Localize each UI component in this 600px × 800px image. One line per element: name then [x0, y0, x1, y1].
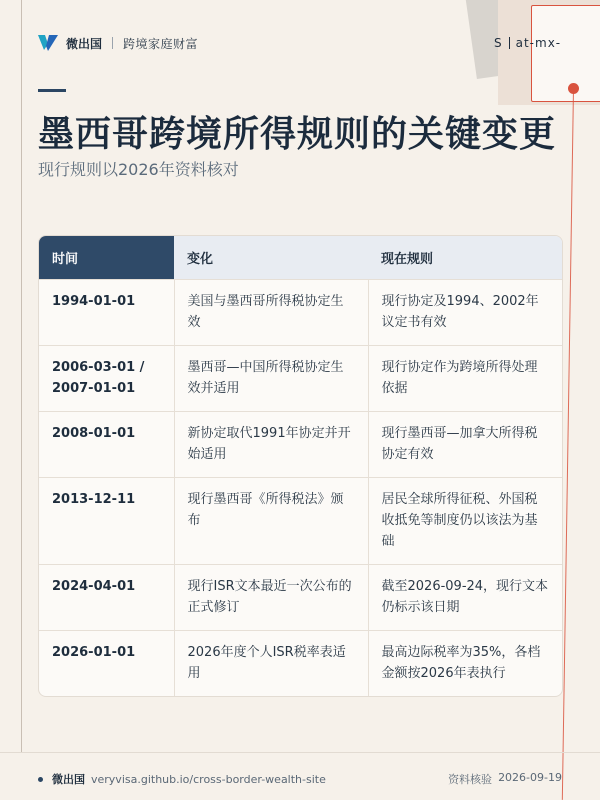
decorative-card — [531, 5, 600, 102]
row-rule: 现行墨西哥—加拿大所得税协定有效 — [368, 412, 562, 478]
row-date: 2026-01-01 — [39, 631, 174, 697]
footer-bullet-icon — [38, 777, 43, 782]
column-header-date: 时间 — [39, 236, 174, 280]
table-row — [39, 346, 562, 412]
row-change: 新协定取代1991年协定并开始适用 — [174, 412, 368, 478]
column-header-rule: 现在规则 — [368, 236, 562, 280]
footer-brand: 微出国 — [52, 773, 85, 786]
footer-divider — [0, 752, 600, 753]
row-change: 美国与墨西哥所得税协定生效 — [174, 280, 368, 346]
title-accent-bar — [38, 89, 66, 92]
footer-checked-date: 2026-09-19 — [498, 771, 562, 784]
table-header-row — [39, 236, 562, 280]
row-change: 现行ISR文本最近一次公布的正式修订 — [174, 565, 368, 631]
row-date: 2024-04-01 — [39, 565, 174, 631]
footer — [38, 771, 326, 787]
decorative-red-line — [562, 88, 574, 800]
brand-name: 微出国 — [66, 36, 103, 51]
row-change: 2026年度个人ISR税率表适用 — [174, 631, 368, 697]
footer-checked-label: 资料核验 — [448, 773, 493, 786]
page-title: 墨西哥跨境所得规则的关键变更 — [38, 113, 557, 155]
header-code-divider — [509, 37, 510, 49]
left-decorative-rule — [21, 0, 22, 752]
header-code-prefix: S — [494, 36, 503, 50]
column-header-change: 变化 — [174, 236, 368, 280]
page-subtitle: 现行规则以2026年资料核对 — [38, 160, 239, 179]
row-rule: 截至2026-09-24，现行文本仍标示该日期 — [368, 565, 562, 631]
table-row — [39, 631, 562, 697]
footer-verification — [448, 771, 562, 787]
row-rule: 现行协定及1994、2002年议定书有效 — [368, 280, 562, 346]
rules-table-card — [38, 235, 563, 697]
rules-table — [39, 236, 562, 696]
row-change: 现行墨西哥《所得税法》颁布 — [174, 478, 368, 565]
row-date: 1994-01-01 — [39, 280, 174, 346]
header-divider — [112, 37, 113, 49]
footer-url-link[interactable]: veryvisa.github.io/cross-border-wealth-site — [91, 772, 326, 786]
brand-subtitle: 跨境家庭财富 — [123, 36, 199, 51]
row-date: 2006-03-01 / 2007-01-01 — [39, 346, 174, 412]
header — [38, 34, 198, 52]
header-code — [494, 36, 561, 50]
brand-logo-icon — [38, 34, 58, 52]
row-rule: 最高边际税率为35%，各档金额按2026年表执行 — [368, 631, 562, 697]
row-rule: 居民全球所得征税、外国税收抵免等制度仍以该法为基础 — [368, 478, 562, 565]
decorative-red-dot — [568, 83, 579, 94]
row-rule: 现行协定作为跨境所得处理依据 — [368, 346, 562, 412]
table-row — [39, 565, 562, 631]
table-row — [39, 478, 562, 565]
row-date: 2013-12-11 — [39, 478, 174, 565]
row-date: 2008-01-01 — [39, 412, 174, 478]
table-row — [39, 280, 562, 346]
row-change: 墨西哥—中国所得税协定生效并适用 — [174, 346, 368, 412]
header-code-suffix: at-mx- — [515, 36, 562, 50]
table-row — [39, 412, 562, 478]
